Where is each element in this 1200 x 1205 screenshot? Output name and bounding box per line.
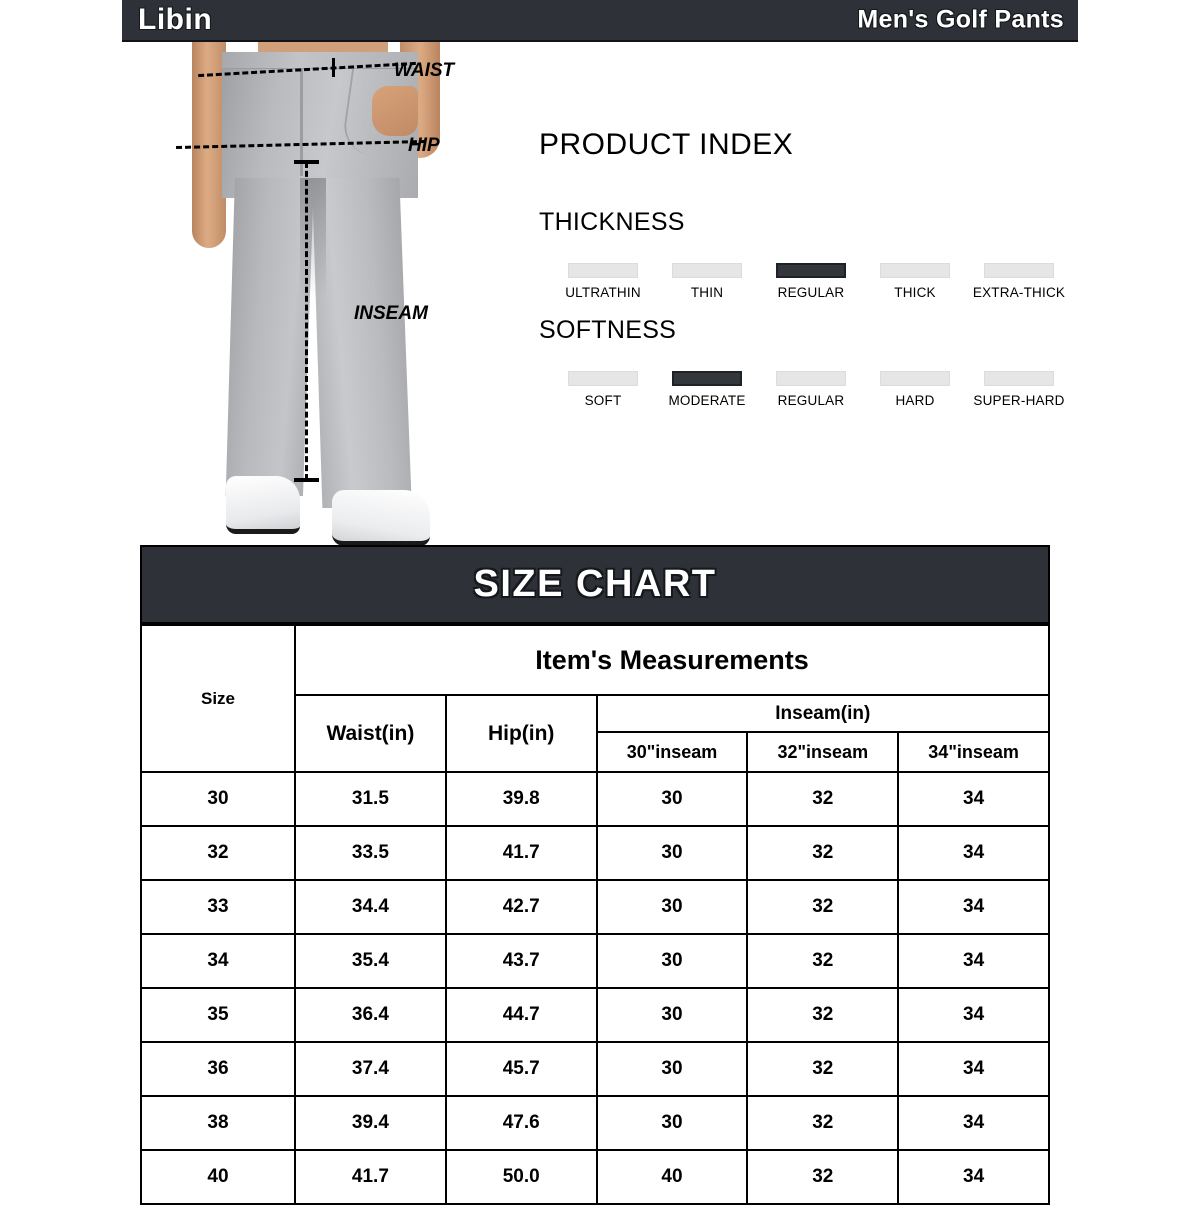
thickness-swatch-thick bbox=[880, 263, 950, 278]
thickness-swatch-thin bbox=[672, 263, 742, 278]
size-chart-head bbox=[141, 625, 1049, 772]
table-row bbox=[141, 826, 1049, 880]
thickness-label-regular: REGULAR bbox=[777, 285, 845, 300]
thickness-label-ultrathin: ULTRATHIN bbox=[565, 285, 641, 300]
cell-size: 36 bbox=[141, 1042, 295, 1096]
cell-waist: 41.7 bbox=[295, 1150, 446, 1204]
product-index-panel bbox=[537, 128, 1082, 424]
header-size: Size bbox=[141, 625, 295, 772]
cell-waist: 34.4 bbox=[295, 880, 446, 934]
cell-waist: 33.5 bbox=[295, 826, 446, 880]
cell-inseam34: 34 bbox=[898, 826, 1049, 880]
cell-waist: 36.4 bbox=[295, 988, 446, 1042]
model-right-hand bbox=[372, 86, 418, 136]
thickness-level-thick[interactable] bbox=[865, 263, 965, 300]
cell-inseam30: 30 bbox=[597, 934, 748, 988]
cell-inseam34: 34 bbox=[898, 1150, 1049, 1204]
thickness-swatch-extra-thick bbox=[984, 263, 1054, 278]
softness-label-super-hard: SUPER-HARD bbox=[973, 393, 1065, 408]
thickness-label-thin: THIN bbox=[690, 285, 724, 300]
thickness-level-extra-thick[interactable] bbox=[969, 263, 1069, 300]
cell-waist: 39.4 bbox=[295, 1096, 446, 1150]
cell-hip: 50.0 bbox=[446, 1150, 597, 1204]
cell-waist: 37.4 bbox=[295, 1042, 446, 1096]
product-index-title: PRODUCT INDEX bbox=[539, 128, 794, 161]
product-photo bbox=[150, 28, 480, 540]
softness-label-regular: REGULAR bbox=[777, 393, 845, 408]
table-row bbox=[141, 880, 1049, 934]
softness-scale bbox=[553, 371, 1069, 408]
header-waist: Waist(in) bbox=[295, 695, 446, 772]
cell-inseam34: 34 bbox=[898, 880, 1049, 934]
softness-level-regular[interactable] bbox=[761, 371, 861, 408]
cell-inseam32: 32 bbox=[747, 934, 898, 988]
inseam-label: INSEAM bbox=[354, 303, 428, 324]
cell-inseam34: 34 bbox=[898, 1042, 1049, 1096]
cell-inseam34: 34 bbox=[898, 934, 1049, 988]
softness-level-super-hard[interactable] bbox=[969, 371, 1069, 408]
thickness-level-regular[interactable] bbox=[761, 263, 861, 300]
thickness-swatch-regular bbox=[776, 263, 846, 278]
table-row bbox=[141, 1096, 1049, 1150]
softness-group-title: SOFTNESS bbox=[539, 316, 677, 344]
header-inseam-32: 32"inseam bbox=[747, 732, 898, 772]
cell-inseam32: 32 bbox=[747, 1150, 898, 1204]
cell-size: 35 bbox=[141, 988, 295, 1042]
cell-size: 38 bbox=[141, 1096, 295, 1150]
softness-level-hard[interactable] bbox=[865, 371, 965, 408]
model-left-shoe bbox=[226, 476, 300, 534]
thickness-level-ultrathin[interactable] bbox=[553, 263, 653, 300]
softness-label-soft: SOFT bbox=[584, 393, 622, 408]
size-chart-table bbox=[140, 624, 1050, 1205]
cell-waist: 31.5 bbox=[295, 772, 446, 826]
thickness-label-thick: THICK bbox=[894, 285, 936, 300]
header-inseam-34: 34"inseam bbox=[898, 732, 1049, 772]
header-measurements: Item's Measurements bbox=[295, 625, 1049, 695]
cell-inseam34: 34 bbox=[898, 772, 1049, 826]
softness-level-moderate[interactable] bbox=[657, 371, 757, 408]
table-row bbox=[141, 934, 1049, 988]
thickness-group-title: THICKNESS bbox=[539, 208, 685, 236]
pants-inseam-shadow bbox=[300, 178, 326, 298]
table-row bbox=[141, 1150, 1049, 1204]
thickness-group bbox=[537, 208, 1082, 300]
softness-group bbox=[537, 316, 1082, 408]
cell-hip: 42.7 bbox=[446, 880, 597, 934]
cell-inseam32: 32 bbox=[747, 1042, 898, 1096]
header-hip: Hip(in) bbox=[446, 695, 597, 772]
thickness-label-extra-thick: EXTRA-THICK bbox=[972, 285, 1066, 300]
softness-swatch-super-hard bbox=[984, 371, 1054, 386]
header-inseam-group: Inseam(in) bbox=[597, 695, 1049, 732]
inseam-measure-tick-top-icon bbox=[294, 160, 319, 164]
cell-inseam34: 34 bbox=[898, 1096, 1049, 1150]
softness-swatch-soft bbox=[568, 371, 638, 386]
cell-hip: 45.7 bbox=[446, 1042, 597, 1096]
cell-size: 34 bbox=[141, 934, 295, 988]
softness-swatch-hard bbox=[880, 371, 950, 386]
cell-hip: 43.7 bbox=[446, 934, 597, 988]
product-category-text: Men's Golf Pants bbox=[857, 5, 1064, 34]
header-row-1 bbox=[141, 625, 1049, 695]
cell-hip: 39.8 bbox=[446, 772, 597, 826]
softness-swatch-regular bbox=[776, 371, 846, 386]
inseam-measure-tick-bottom-icon bbox=[294, 478, 319, 482]
cell-inseam30: 30 bbox=[597, 826, 748, 880]
inseam-measure-line-icon bbox=[305, 162, 308, 480]
table-row bbox=[141, 1042, 1049, 1096]
thickness-swatch-ultrathin bbox=[568, 263, 638, 278]
softness-swatch-moderate bbox=[672, 371, 742, 386]
cell-inseam30: 30 bbox=[597, 1042, 748, 1096]
brand-header-bar bbox=[122, 0, 1078, 42]
cell-inseam32: 32 bbox=[747, 1096, 898, 1150]
size-chart-section bbox=[140, 545, 1050, 1205]
cell-size: 32 bbox=[141, 826, 295, 880]
header-inseam-30: 30"inseam bbox=[597, 732, 748, 772]
cell-inseam32: 32 bbox=[747, 772, 898, 826]
thickness-scale bbox=[553, 263, 1069, 300]
softness-label-moderate: MODERATE bbox=[668, 393, 746, 408]
cell-size: 33 bbox=[141, 880, 295, 934]
cell-inseam30: 40 bbox=[597, 1150, 748, 1204]
cell-hip: 41.7 bbox=[446, 826, 597, 880]
size-chart-banner bbox=[140, 545, 1050, 624]
thickness-level-thin[interactable] bbox=[657, 263, 757, 300]
cell-size: 40 bbox=[141, 1150, 295, 1204]
brand-logo-text: Libin bbox=[138, 3, 213, 36]
table-row bbox=[141, 988, 1049, 1042]
size-chart-title: SIZE CHART bbox=[473, 563, 717, 605]
cell-inseam30: 30 bbox=[597, 772, 748, 826]
cell-inseam32: 32 bbox=[747, 988, 898, 1042]
waist-label: WAIST bbox=[394, 60, 455, 81]
cell-inseam30: 30 bbox=[597, 988, 748, 1042]
model-left-arm bbox=[192, 28, 226, 248]
cell-inseam32: 32 bbox=[747, 826, 898, 880]
cell-hip: 47.6 bbox=[446, 1096, 597, 1150]
cell-waist: 35.4 bbox=[295, 934, 446, 988]
pants-right-leg bbox=[312, 178, 416, 508]
size-chart-body bbox=[141, 772, 1049, 1204]
cell-hip: 44.7 bbox=[446, 988, 597, 1042]
table-row bbox=[141, 772, 1049, 826]
hip-label: HIP bbox=[408, 135, 440, 156]
cell-inseam32: 32 bbox=[747, 880, 898, 934]
cell-size: 30 bbox=[141, 772, 295, 826]
model-right-shoe bbox=[332, 490, 430, 546]
softness-level-soft[interactable] bbox=[553, 371, 653, 408]
softness-label-hard: HARD bbox=[895, 393, 935, 408]
cell-inseam34: 34 bbox=[898, 988, 1049, 1042]
waist-measure-tick-icon bbox=[332, 58, 335, 77]
cell-inseam30: 30 bbox=[597, 1096, 748, 1150]
cell-inseam30: 30 bbox=[597, 880, 748, 934]
